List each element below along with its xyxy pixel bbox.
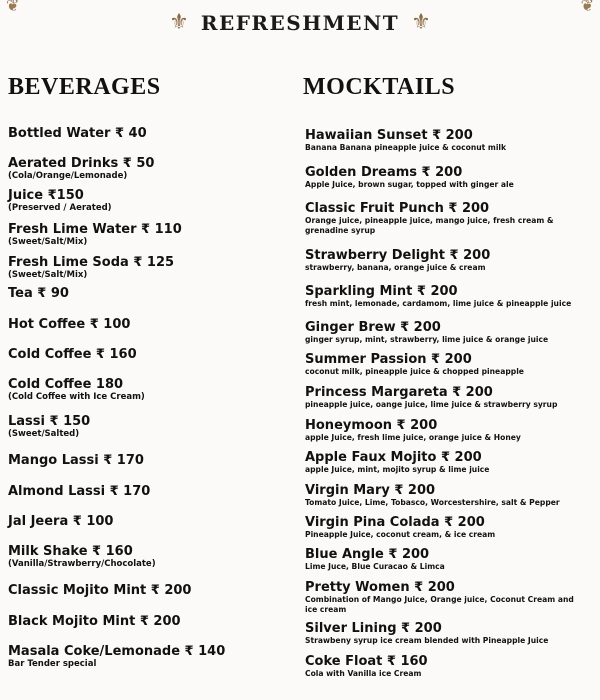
corner-flourish-icon: ❦ bbox=[580, 0, 594, 15]
menu-item bbox=[305, 617, 548, 646]
menu-item bbox=[305, 316, 548, 345]
item-name: Tea ₹ 90 bbox=[8, 286, 69, 301]
item-name: Hot Coffee ₹ 100 bbox=[8, 317, 131, 332]
item-name: Juice ₹150 bbox=[8, 188, 84, 203]
item-desc: ginger syrup, mint, strawberry, lime juice & orange juice bbox=[305, 335, 549, 344]
menu-item bbox=[305, 414, 521, 443]
item-desc: Banana Banana pineapple juice & coconut milk bbox=[305, 143, 507, 152]
menu-item bbox=[8, 218, 182, 247]
item-name: Virgin Mary ₹ 200 bbox=[305, 483, 436, 498]
item-desc: (Vanilla/Strawberry/Chocolate) bbox=[8, 559, 156, 569]
item-name: Sparkling Mint ₹ 200 bbox=[305, 284, 458, 299]
menu-item bbox=[305, 244, 490, 273]
item-desc: Orange juice, pineapple juice, mango juice, fresh cream & bbox=[305, 216, 554, 225]
menu-item bbox=[305, 576, 574, 615]
item-name: Almond Lassi ₹ 170 bbox=[8, 484, 151, 499]
menu-item bbox=[305, 161, 514, 190]
item-name: Blue Angle ₹ 200 bbox=[305, 547, 430, 562]
menu-item bbox=[8, 122, 147, 141]
item-desc: (Sweet/Salt/Mix) bbox=[8, 270, 88, 280]
item-desc: (Cold Coffee with Ice Cream) bbox=[8, 392, 145, 402]
item-desc: Bar Tender special bbox=[8, 659, 97, 669]
item-name: Lassi ₹ 150 bbox=[8, 414, 91, 429]
menu-item bbox=[305, 543, 445, 572]
menu-item bbox=[8, 251, 174, 280]
menu-item bbox=[8, 373, 145, 402]
menu-item bbox=[305, 511, 495, 540]
item-name: Apple Faux Mojito ₹ 200 bbox=[305, 450, 482, 465]
item-name: Cold Coffee ₹ 160 bbox=[8, 347, 137, 362]
item-name: Ginger Brew ₹ 200 bbox=[305, 320, 441, 335]
item-desc: Tomato Juice, Lime, Tobasco, Worcestershire, salt & Pepper bbox=[305, 498, 560, 507]
menu-item bbox=[305, 446, 489, 475]
item-name: Fresh Lime Water ₹ 110 bbox=[8, 222, 182, 237]
menu-item bbox=[8, 282, 69, 301]
item-name: Milk Shake ₹ 160 bbox=[8, 544, 133, 559]
item-name: Cold Coffee 180 bbox=[8, 377, 124, 392]
menu-item bbox=[305, 124, 506, 153]
menu-item bbox=[8, 152, 154, 181]
item-desc: coconut milk, pineapple juice & chopped pineapple bbox=[305, 367, 524, 376]
menu-item bbox=[8, 184, 112, 213]
menu-item bbox=[305, 280, 571, 309]
menu-item bbox=[305, 381, 557, 410]
item-name: Fresh Lime Soda ₹ 125 bbox=[8, 255, 175, 270]
item-desc-continued: grenadine syrup bbox=[305, 226, 376, 235]
item-desc: Strawbeny syrup ice cream blended with Pineapple Juice bbox=[305, 636, 549, 645]
item-name: Princess Margareta ₹ 200 bbox=[305, 385, 493, 400]
item-name: Mango Lassi ₹ 170 bbox=[8, 453, 144, 468]
item-name: Masala Coke/Lemonade ₹ 140 bbox=[8, 644, 226, 659]
menu-item bbox=[8, 410, 90, 439]
item-desc: Pineapple Juice, coconut cream, & ice cream bbox=[305, 530, 496, 539]
item-name: Aerated Drinks ₹ 50 bbox=[8, 156, 155, 171]
item-desc: apple Juice, mint, mojito syrup & lime juice bbox=[305, 465, 490, 474]
item-name: Jal Jeera ₹ 100 bbox=[8, 514, 114, 529]
item-name: Classic Mojito Mint ₹ 200 bbox=[8, 583, 192, 598]
menu-item bbox=[305, 348, 524, 377]
item-desc: strawberry, banana, orange juice & cream bbox=[305, 263, 486, 272]
item-name: Strawberry Delight ₹ 200 bbox=[305, 248, 491, 263]
item-name: Coke Float ₹ 160 bbox=[305, 654, 428, 669]
item-desc: (Cola/Orange/Lemonade) bbox=[8, 171, 128, 181]
item-name: Pretty Women ₹ 200 bbox=[305, 580, 455, 595]
item-name: Hawaiian Sunset ₹ 200 bbox=[305, 128, 473, 143]
item-name: Classic Fruit Punch ₹ 200 bbox=[305, 201, 490, 216]
corner-flourish-icon: ❦ bbox=[6, 0, 20, 15]
menu-item bbox=[8, 579, 191, 598]
menu-item bbox=[8, 480, 150, 499]
item-desc: Apple Juice, brown sugar, topped with ginger ale bbox=[305, 180, 514, 189]
item-desc: (Sweet/Salted) bbox=[8, 429, 80, 439]
menu-item bbox=[8, 540, 156, 569]
menu-item bbox=[8, 610, 181, 629]
item-name: Golden Dreams ₹ 200 bbox=[305, 165, 463, 180]
fleur-ornament-icon: ⚜ bbox=[169, 10, 189, 35]
item-desc: (Sweet/Salt/Mix) bbox=[8, 237, 88, 247]
menu-item bbox=[8, 640, 225, 669]
item-desc: pineapple juice, oange juice, lime juice & strawberry syrup bbox=[305, 400, 558, 409]
item-name: Summer Passion ₹ 200 bbox=[305, 352, 472, 367]
menu-header bbox=[0, 8, 600, 38]
item-name: Virgin Pina Colada ₹ 200 bbox=[305, 515, 485, 530]
item-desc: apple Juice, fresh lime juice, orange juice & Honey bbox=[305, 433, 521, 442]
item-desc: Lime Juce, Blue Curacao & Limca bbox=[305, 562, 445, 571]
fleur-ornament-icon: ⚜ bbox=[411, 10, 431, 35]
beverages-heading: BEVERAGES bbox=[8, 74, 161, 100]
item-name: Honeymoon ₹ 200 bbox=[305, 418, 438, 433]
page-title: REFRESHMENT bbox=[200, 11, 400, 35]
item-name: Bottled Water ₹ 40 bbox=[8, 126, 147, 141]
item-desc: Combination of Mango Juice, Orange juice, Coconut Cream and bbox=[305, 595, 574, 604]
menu-item bbox=[8, 313, 130, 332]
menu-item bbox=[8, 343, 137, 362]
item-desc: Cola with Vanilla ice Cream bbox=[305, 669, 422, 678]
menu-item bbox=[305, 479, 560, 508]
menu-item bbox=[305, 197, 554, 236]
item-desc-continued: ice cream bbox=[305, 605, 347, 614]
item-desc: (Preserved / Aerated) bbox=[8, 203, 112, 213]
menu-item bbox=[305, 650, 428, 679]
item-desc: fresh mint, lemonade, cardamom, lime juice & pineapple juice bbox=[305, 299, 572, 308]
item-name: Silver Lining ₹ 200 bbox=[305, 621, 442, 636]
menu-item bbox=[8, 510, 113, 529]
mocktails-heading: MOCKTAILS bbox=[303, 74, 456, 100]
menu-item bbox=[8, 449, 144, 468]
item-name: Black Mojito Mint ₹ 200 bbox=[8, 614, 181, 629]
